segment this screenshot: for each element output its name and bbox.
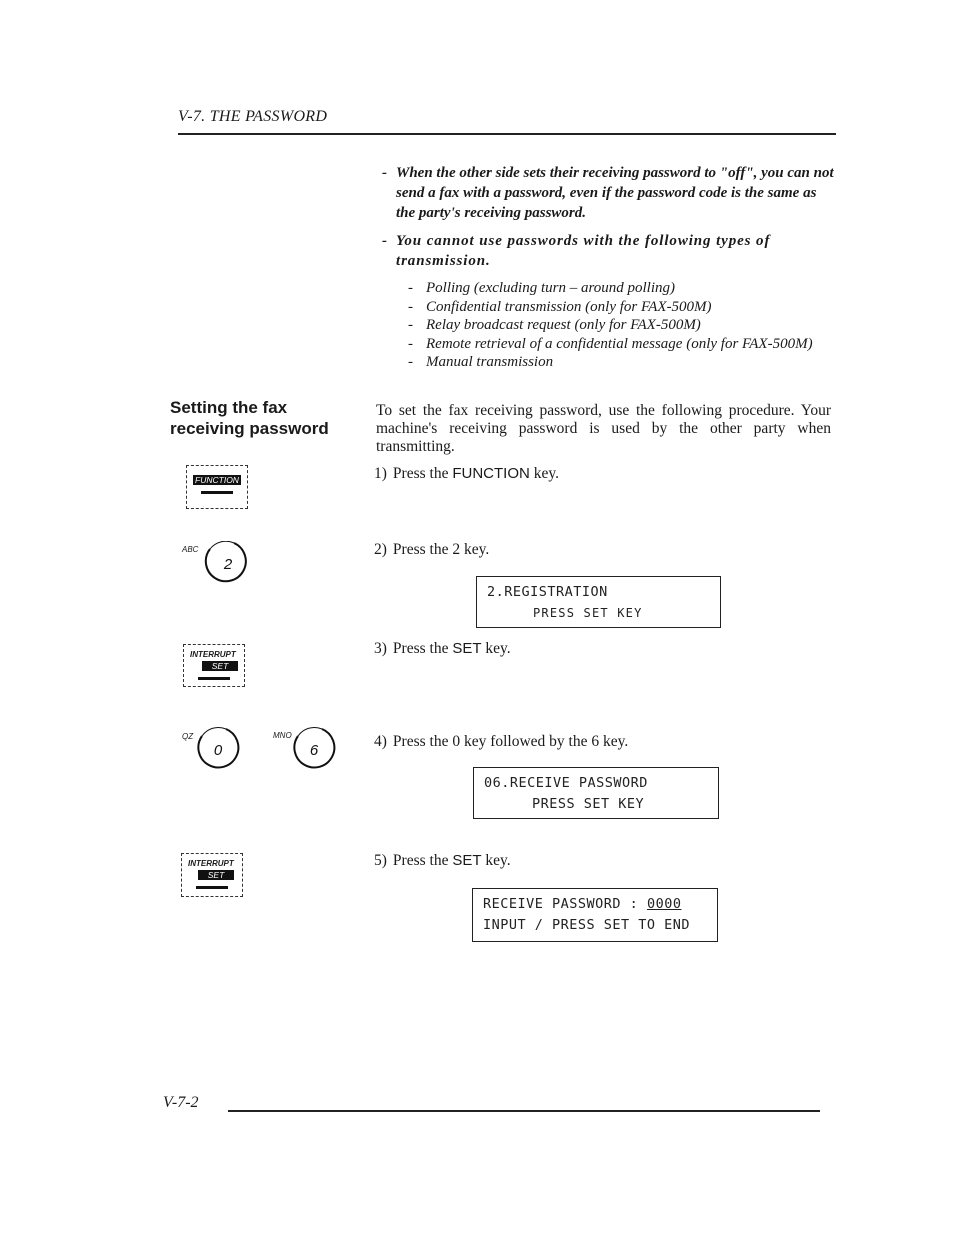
set-key-label: SET — [202, 661, 238, 671]
step-number: 3) — [374, 640, 387, 657]
step-5 — [374, 852, 511, 870]
step-text: Press the — [392, 852, 453, 869]
key-2-text: 2 — [223, 556, 233, 573]
page-header-title: V-7. THE PASSWORD — [178, 108, 328, 125]
header-rule — [178, 133, 836, 135]
list-item: - Manual transmission — [406, 353, 846, 372]
list-item: - Remote retrieval of a confidential message (only for FAX-500M) — [406, 335, 846, 354]
key-0-icon — [196, 726, 246, 774]
step-text: Press the 2 key. — [392, 541, 490, 558]
step-number: 1) — [374, 465, 387, 482]
step-key-name: FUNCTION — [452, 465, 530, 482]
step-1 — [374, 465, 559, 483]
lcd-display-receive-password — [473, 767, 719, 819]
lcd-label: RECEIVE PASSWORD : — [483, 896, 647, 912]
lcd-display-registration — [476, 576, 721, 628]
set-key-icon — [181, 853, 243, 897]
step-key-name: SET — [452, 852, 482, 869]
lcd-display-password-input — [472, 888, 718, 942]
lcd-line-1: 2.REGISTRATION — [487, 584, 608, 600]
abc-label-text: ABC — [182, 545, 199, 554]
lcd-line-2: PRESS SET KEY — [532, 796, 645, 812]
interrupt-label: INTERRUPT — [190, 650, 236, 659]
list-item: - Polling (excluding turn – around polling) — [406, 279, 846, 298]
interrupt-label: INTERRUPT — [188, 859, 234, 868]
step-text: Press the — [392, 640, 453, 657]
note-password-off — [382, 163, 837, 223]
section-intro: To set the fax receiving password, use the following procedure. Your machine's receiving password is used by the other party when transmitting. — [376, 402, 831, 455]
step-text-end: key. — [481, 852, 511, 869]
step-number: 2) — [374, 541, 387, 558]
footer-rule — [228, 1110, 820, 1112]
note-text: You cannot use passwords with the following types of transmission. — [396, 233, 771, 269]
note-dash: - — [382, 165, 387, 181]
lcd-line-1 — [483, 894, 717, 915]
step-text: Press the 0 key followed by the 6 key. — [392, 733, 629, 750]
lcd-line-2: PRESS SET KEY — [533, 606, 643, 620]
lcd-line-2: INPUT / PRESS SET TO END — [483, 917, 691, 933]
lcd-line-1: 06.RECEIVE PASSWORD — [484, 775, 648, 791]
step-text-end: key. — [529, 465, 559, 482]
key-bar-icon — [196, 886, 228, 889]
list-item: - Confidential transmission (only for FAX-500M) — [406, 298, 846, 317]
key-bar-icon — [201, 491, 233, 494]
key-2-icon — [204, 541, 254, 585]
set-key-icon — [183, 644, 245, 687]
page-number: V-7-2 — [163, 1094, 199, 1111]
key-0-text: 0 — [213, 742, 223, 759]
list-item: - Relay broadcast request (only for FAX-500M) — [406, 316, 846, 335]
key-6-text: 6 — [309, 742, 319, 759]
key-6-icon — [292, 726, 342, 774]
qz-label-text: QZ — [182, 732, 194, 741]
step-number: 5) — [374, 852, 387, 869]
step-4 — [374, 733, 628, 751]
transmission-types-list — [406, 279, 846, 372]
note-dash: - — [382, 233, 387, 249]
step-number: 4) — [374, 733, 387, 750]
note-text: When the other side sets their receiving password to "off", you can not send a fax with a password, even if the password code is the same as the party's receiving password. — [396, 165, 834, 221]
key-bar-icon — [198, 677, 230, 680]
step-text-end: key. — [481, 640, 511, 657]
step-3 — [374, 640, 511, 658]
note-cannot-use — [382, 231, 837, 271]
function-key-label: FUNCTION — [193, 475, 241, 485]
lcd-password-code: 0000 — [646, 896, 682, 912]
step-text: Press the — [392, 465, 453, 482]
function-key-icon — [186, 465, 248, 509]
set-key-label: SET — [198, 870, 234, 880]
step-2 — [374, 541, 489, 559]
step-key-name: SET — [452, 640, 482, 657]
mno-label-text: MNO — [273, 731, 292, 740]
section-heading: Setting the fax receiving password — [170, 398, 329, 438]
